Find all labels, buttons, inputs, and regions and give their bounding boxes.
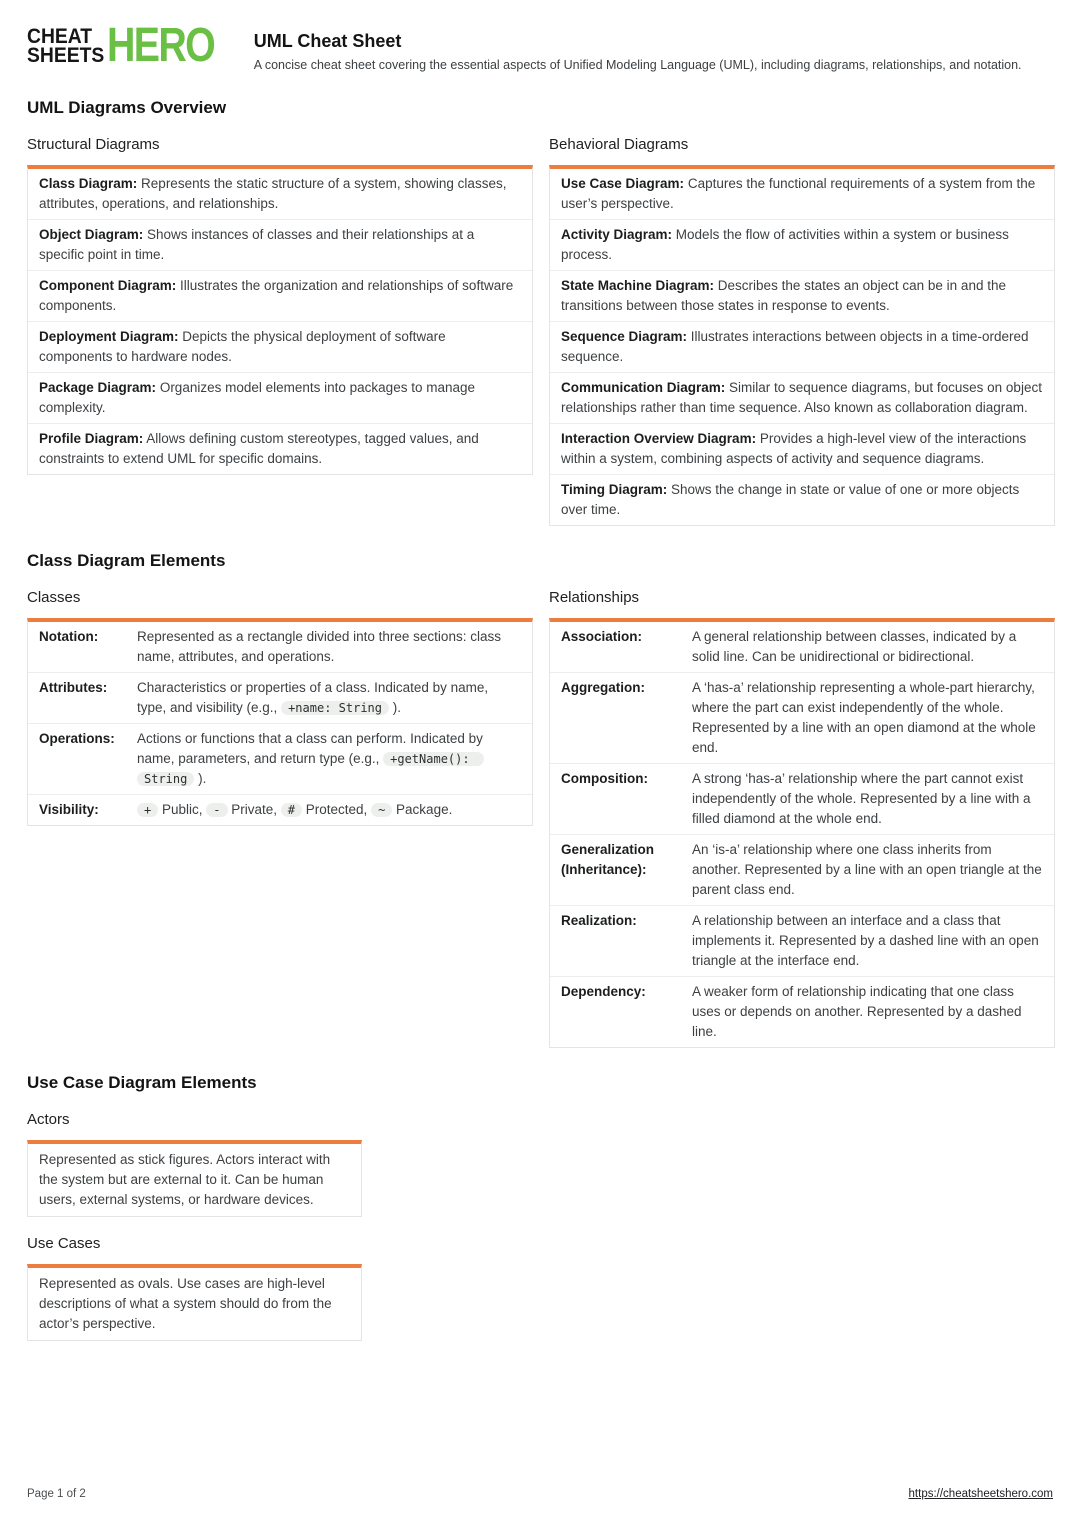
row-term: Generalization (Inheritance): — [561, 842, 655, 877]
section-heading-uml-diagrams-overview: UML Diagrams Overview — [27, 98, 227, 117]
actors-heading: Actors — [27, 1111, 70, 1128]
row-term: Visibility: — [39, 802, 99, 817]
relationships-column — [549, 571, 1055, 1048]
page-number: Page 1 of 2 — [27, 1488, 86, 1500]
logo-word-cheat: CHEAT — [27, 25, 93, 48]
classes-heading: Classes — [27, 589, 81, 606]
classes-table — [27, 618, 533, 826]
structural-diagrams-heading: Structural Diagrams — [27, 136, 160, 153]
table-row — [550, 764, 1054, 835]
row-label: Activity Diagram: — [561, 227, 673, 242]
structural-column — [27, 118, 533, 475]
overview-columns — [27, 118, 1053, 526]
row-description: An ‘is-a’ relationship where one class inherits from another. Represented by a line with an open triangle at the parent class end. — [692, 842, 1042, 897]
table-row: Timing Diagram: Shows the change in state or value of one or more objects over time. — [561, 482, 1020, 517]
code-chip: - — [206, 803, 227, 817]
table-row: Component Diagram: Illustrates the organization and relationships of software components. — [28, 271, 532, 322]
row-term: Aggregation: — [561, 680, 645, 695]
table-row — [550, 977, 1054, 1047]
classes-column — [27, 571, 533, 826]
row-label: Timing Diagram: — [561, 482, 668, 497]
actors-box — [27, 1140, 362, 1217]
row-label: Interaction Overview Diagram: — [561, 431, 757, 446]
behavioral-diagrams-table — [549, 165, 1055, 526]
row-label: Component Diagram: — [39, 278, 177, 293]
relationships-table — [549, 618, 1055, 1048]
row-term: Attributes: — [39, 680, 108, 695]
row-term: Association: — [561, 629, 643, 644]
row-description: A relationship between an interface and a class that implements it. Represented by a dashed line with an open triangle at the interface end. — [692, 913, 1039, 968]
table-row: Class Diagram: Represents the static structure of a system, showing classes, attributes, operations, and relationships. — [28, 169, 532, 220]
row-label: Object Diagram: — [39, 227, 144, 242]
table-row — [28, 622, 532, 673]
code-chip: # — [281, 803, 302, 817]
section-heading-class-diagram-elements: Class Diagram Elements — [27, 551, 226, 570]
table-row — [28, 795, 532, 825]
row-label: State Machine Diagram: — [561, 278, 715, 293]
table-row — [550, 622, 1054, 673]
row-description: Represented as a rectangle divided into three sections: class name, attributes, and operations. — [137, 629, 501, 664]
row-description: Characteristics or properties of a class. Indicated by name, type, and visibility (e.g., +name: String ). — [137, 680, 489, 715]
page-subtitle: A concise cheat sheet covering the essential aspects of Unified Modeling Language (UML), including diagrams, relationships, and notation. — [253, 58, 1022, 72]
use-cases-box — [27, 1264, 362, 1341]
code-chip: ~ — [371, 803, 392, 817]
row-description: A strong ‘has-a’ relationship where the part cannot exist independently of the whole. Represented by a line with a filled diamond at the whole end. — [692, 771, 1031, 826]
table-row: Activity Diagram: Models the flow of activities within a system or business process. — [550, 220, 1054, 271]
row-term: Operations: — [39, 731, 115, 746]
title-group — [254, 27, 1022, 73]
table-row: Interaction Overview Diagram: Provides a high-level view of the interactions within a system, combining aspects of activity and sequence diagrams. — [550, 424, 1054, 475]
row-label: Sequence Diagram: — [561, 329, 688, 344]
behavioral-column — [549, 118, 1055, 526]
row-label: Deployment Diagram: — [39, 329, 179, 344]
row-description: A ‘has-a’ relationship representing a whole-part hierarchy, where the part can exist independently of the whole. Represented by a line with an open diamond at the whole end. — [692, 680, 1036, 755]
row-term: Composition: — [561, 771, 648, 786]
code-chip: + — [137, 803, 158, 817]
row-label: Use Case Diagram: — [561, 176, 685, 191]
table-row: Communication Diagram: Similar to sequence diagrams, but focuses on object relationships rather than time sequence. Also known as collaboration diagram. — [550, 373, 1054, 424]
table-row: Deployment Diagram: Depicts the physical deployment of software components to hardware nodes. — [28, 322, 532, 373]
table-row — [550, 906, 1054, 977]
row-label: Communication Diagram: — [561, 380, 726, 395]
row-description: + Public, - Private, # Protected, ~ Package. — [137, 800, 521, 820]
site-link[interactable]: https://cheatsheetshero.com — [908, 1488, 1053, 1500]
table-row: Package Diagram: Organizes model elements into packages to manage complexity. — [28, 373, 532, 424]
row-term: Dependency: — [561, 984, 646, 999]
table-row — [28, 724, 532, 795]
logo-word-hero: HERO — [107, 19, 215, 72]
row-label: Class Diagram: — [39, 176, 138, 191]
row-label: Package Diagram: — [39, 380, 157, 395]
table-row — [550, 835, 1054, 906]
table-row — [28, 673, 532, 724]
page-title: UML Cheat Sheet — [253, 31, 402, 51]
row-term: Realization: — [561, 913, 637, 928]
actors-text: Represented as stick figures. Actors interact with the system but are external to it. Can be human users, external systems, or hardware devices. — [39, 1152, 331, 1207]
row-label: Profile Diagram: — [39, 431, 144, 446]
use-cases-text: Represented as ovals. Use cases are high-level descriptions of what a system should do from the actor’s perspective. — [39, 1276, 332, 1331]
table-row: Sequence Diagram: Illustrates interactions between objects in a time-ordered sequence. — [550, 322, 1054, 373]
footer — [27, 1488, 1053, 1500]
structural-diagrams-table — [27, 165, 533, 475]
relationships-heading: Relationships — [549, 589, 640, 606]
section-heading-use-case-diagram-elements: Use Case Diagram Elements — [27, 1073, 257, 1092]
row-description: A weaker form of relationship indicating that one class uses or depends on another. Represented by a dashed line. — [692, 984, 1022, 1039]
table-row — [550, 673, 1054, 764]
code-chip: +getName(): String — [137, 752, 484, 786]
table-row: Use Case Diagram: Captures the functional requirements of a system from the user’s perspective. — [550, 169, 1054, 220]
code-chip: +name: String — [281, 701, 389, 715]
header — [27, 19, 1053, 73]
row-term: Notation: — [39, 629, 99, 644]
table-row: State Machine Diagram: Describes the states an object can be in and the transitions between those states in response to events. — [550, 271, 1054, 322]
row-description: Actions or functions that a class can perform. Indicated by name, parameters, and return type (e.g., +getName(): String ). — [137, 731, 483, 786]
logo-text-black — [27, 27, 104, 65]
table-row: Profile Diagram: Allows defining custom stereotypes, tagged values, and constraints to extend UML for specific domains. — [39, 431, 479, 466]
behavioral-diagrams-heading: Behavioral Diagrams — [549, 136, 689, 153]
cheatsheetshero-logo — [27, 19, 238, 72]
row-description: A general relationship between classes, indicated by a solid line. Can be unidirectional or bidirectional. — [692, 629, 1017, 664]
logo-word-sheets: SHEETS — [27, 44, 105, 67]
class-elements-columns — [27, 571, 1053, 1048]
use-cases-heading: Use Cases — [27, 1235, 101, 1252]
table-row: Object Diagram: Shows instances of classes and their relationships at a specific point in time. — [28, 220, 532, 271]
